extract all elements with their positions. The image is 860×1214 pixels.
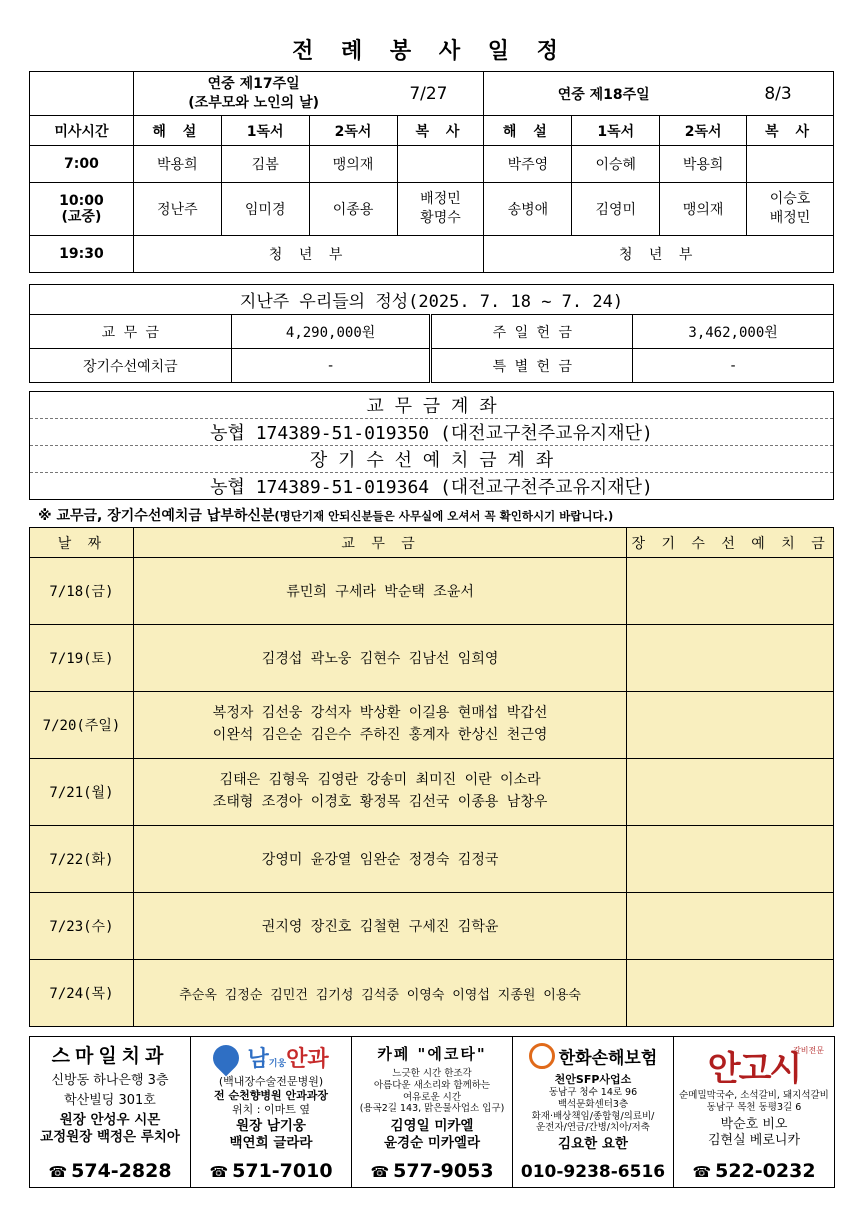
donor-names-line: 김태은 김형욱 김영란 강송미 최미진 이란 이소라: [219, 772, 541, 789]
donor-date: 7/21(월): [30, 759, 134, 826]
youth-group-cell: 청 년 부: [133, 236, 484, 273]
donor-names: [133, 759, 626, 826]
phone-icon: ☎: [370, 1163, 390, 1181]
server-cell: 김봄: [221, 146, 309, 183]
mass-time-main: 10:00: [59, 192, 104, 209]
offering-value: 3,462,000원: [633, 315, 834, 349]
server-cell: 박용희: [133, 146, 221, 183]
mass-time-note: (교중): [61, 209, 102, 225]
donor-header-row: [30, 528, 834, 558]
donor-row: [30, 759, 834, 826]
donor-names-line: 조태형 조경아 이경호 황정목 김선국 이종용 남창우: [212, 794, 548, 810]
ad-line: 박순호 비오: [720, 1116, 788, 1132]
server-cell: 정난주: [133, 183, 221, 236]
ad-name: 한화손해보험: [558, 1048, 658, 1069]
ad-name: 카페 "에코타": [377, 1045, 487, 1063]
week-header-row: [30, 72, 834, 116]
mass-row-0700: [30, 146, 834, 183]
eye-drop-icon: [208, 1039, 245, 1076]
donor-date: 7/24(목): [30, 960, 134, 1027]
ad-line: 화재·배상책임/종합형/의료비/: [531, 1110, 655, 1122]
col-header-repair: 장 기 수 선 예 치 금: [627, 528, 834, 558]
repair-names: [627, 893, 834, 960]
col-header: 1독서: [221, 116, 309, 146]
repair-names: [627, 625, 834, 692]
column-header-row: [30, 116, 834, 146]
donor-names: [133, 893, 626, 960]
donor-names-line: 강영미 윤강열 임완순 정경숙 김정국: [261, 852, 499, 868]
ad-name: 안고시: [707, 1049, 801, 1089]
ad-line: (용곡2길 143, 맑은물사업소 입구): [359, 1103, 505, 1115]
account-title: 장 기 수 선 예 치 금 계 좌: [30, 446, 834, 473]
offering-label: 주 일 헌 금: [431, 315, 633, 349]
ad-line: 백연희 글라라: [229, 1135, 313, 1152]
server-cell: 이승혜: [572, 146, 660, 183]
server-cell: 맹의재: [660, 183, 747, 236]
ad-phone-number: 574-2828: [71, 1160, 172, 1182]
ad-name: 스마일치과: [51, 1045, 169, 1067]
donor-row: [30, 625, 834, 692]
ad-phone: 010-9238-6516: [520, 1162, 666, 1182]
youth-group-cell: 청 년 부: [484, 236, 834, 273]
ad-nam-eye-clinic: [191, 1037, 352, 1187]
donor-date: 7/23(수): [30, 893, 134, 960]
donor-names: [133, 558, 626, 625]
donor-names-line: 류민희 구세라 박순택 조윤서: [286, 584, 474, 600]
mass-row-1000: [30, 183, 834, 236]
week1-header: [133, 72, 484, 116]
donor-names: [133, 826, 626, 893]
col-header-dues: 교 무 금: [133, 528, 626, 558]
ad-line: 원장 안성우 시몬: [59, 1112, 161, 1129]
donor-date: 7/19(토): [30, 625, 134, 692]
donor-names-line: 추순옥 김정순 김민건 김기성 김석중 이영숙 이영섭 지종원 이용숙: [179, 987, 581, 1003]
donor-names: [133, 960, 626, 1027]
server-cell: 박주영: [484, 146, 572, 183]
ad-cafe-ecota: [352, 1037, 513, 1187]
ad-line: 김요한 요한: [558, 1136, 628, 1153]
ad-line: 아름다운 새소리와 함께하는: [373, 1079, 491, 1091]
ad-name-part: 남: [247, 1047, 269, 1072]
offering-title: 지난주 우리들의 정성(2025. 7. 18 ~ 7. 24): [30, 285, 834, 315]
server-cell: 이승호 배정민: [747, 183, 834, 236]
mass-time: 7:00: [30, 146, 134, 183]
col-header-date: 날 짜: [30, 528, 134, 558]
server-cell: 김영미: [572, 183, 660, 236]
col-header: 2독서: [309, 116, 397, 146]
donor-row: [30, 558, 834, 625]
ad-line: 위치 : 이마트 옆: [232, 1102, 310, 1116]
blank-cell: [30, 72, 134, 116]
offering-label: 특 별 헌 금: [431, 349, 633, 383]
ad-line: 신방동 하나은행 3층: [51, 1072, 169, 1088]
donor-date: 7/20(주일): [30, 692, 134, 759]
ad-line: 김현실 베로니카: [707, 1133, 801, 1148]
ad-phone: [30, 1160, 190, 1182]
mass-time: 19:30: [30, 236, 134, 273]
week1-date: 7/27: [409, 83, 448, 104]
server-cell: 맹의재: [309, 146, 397, 183]
donor-names: [133, 625, 626, 692]
col-header: 2독서: [660, 116, 747, 146]
col-header: 미사시간: [30, 116, 134, 146]
ad-logo: [191, 1042, 351, 1073]
donor-row: [30, 692, 834, 759]
phone-icon: ☎: [48, 1163, 68, 1181]
offering-value: -: [231, 349, 431, 383]
week2-name: 연중 제18주일: [557, 86, 650, 103]
account-number: 농협 174389-51-019364 (대전교구천주교유지재단): [30, 473, 834, 500]
mass-row-1930: [30, 236, 834, 273]
server-cell: 임미경: [221, 183, 309, 236]
donor-names-line: 김경섭 곽노웅 김현수 김남선 임희영: [261, 651, 499, 667]
ad-phone: [191, 1160, 351, 1182]
col-header: 해 설: [484, 116, 572, 146]
ad-name-part: 안과: [286, 1047, 329, 1072]
server-cell: 배정민 황명수: [397, 183, 484, 236]
ad-smile-dental: [30, 1037, 191, 1187]
server-cell: 송병애: [484, 183, 572, 236]
ad-line: 전 순천향병원 안과과장: [214, 1088, 328, 1102]
ad-line: 백석문화센터3층: [557, 1098, 629, 1110]
page-title: 전 례 봉 사 일 정: [292, 39, 568, 64]
ad-phone: [674, 1160, 834, 1182]
ad-line: 교정원장 백정은 루치아: [40, 1129, 180, 1146]
offering-row: [30, 315, 834, 349]
ad-line: 동남구 청수 14로 96: [548, 1086, 638, 1098]
donor-row: [30, 826, 834, 893]
offering-summary-table: [29, 284, 834, 383]
ad-phone: [352, 1160, 512, 1182]
donor-names-line: 권지영 장진호 김철현 구세진 김학윤: [261, 919, 499, 935]
account-title: 교 무 금 계 좌: [30, 392, 834, 419]
donor-names: [133, 692, 626, 759]
ad-line: 김영일 미카엘: [390, 1118, 474, 1135]
donor-date: 7/22(화): [30, 826, 134, 893]
repair-names: [627, 826, 834, 893]
offering-value: 4,290,000원: [231, 315, 431, 349]
server-cell: 박용희: [660, 146, 747, 183]
ad-angosi-restaurant: [674, 1037, 834, 1187]
ad-phone-number: 571-7010: [232, 1160, 333, 1182]
server-cell: [397, 146, 484, 183]
notice-sub: (명단기재 안되신분들은 사무실에 오셔서 꼭 확인하시기 바랍니다.): [274, 509, 614, 523]
ad-line: 여유로운 시간: [402, 1091, 462, 1103]
repair-names: [627, 558, 834, 625]
sponsor-ads: [29, 1036, 835, 1188]
phone-icon: ☎: [209, 1163, 229, 1181]
col-header: 해 설: [133, 116, 221, 146]
ad-line: 윤경순 미카엘라: [384, 1135, 480, 1152]
ad-logo: [513, 1043, 673, 1069]
ad-line: 학산빌딩 301호: [64, 1093, 156, 1108]
server-cell: 이종용: [309, 183, 397, 236]
donor-row: [30, 893, 834, 960]
week1-name: 연중 제17주일: [207, 76, 300, 93]
ad-name-part: 기: [268, 1059, 278, 1069]
ad-tag: 갈비전문: [793, 1046, 824, 1055]
repair-names: [627, 692, 834, 759]
donor-names-line: 이완석 김은순 김은수 주하진 홍계자 한상신 천근영: [212, 727, 548, 743]
week2-header: [484, 72, 834, 116]
donor-row: [30, 960, 834, 1027]
hanwha-logo-icon: [529, 1043, 555, 1069]
ad-phone-number: 522-0232: [715, 1160, 816, 1182]
ad-name: [247, 1047, 328, 1072]
liturgy-schedule-table: [29, 71, 834, 273]
offering-value: -: [633, 349, 834, 383]
server-cell: [747, 146, 834, 183]
ad-phone-number: 577-9053: [393, 1160, 494, 1182]
ad-name-part: 웅: [277, 1059, 287, 1069]
repair-names: [627, 960, 834, 1027]
ad-line: 원장 남기웅: [236, 1118, 306, 1135]
ad-line: 동남구 목천 동평3길 6: [706, 1101, 802, 1113]
donor-names-line: 복정자 김선웅 강석자 박상환 이길용 현매섭 박갑선: [212, 705, 548, 722]
week1-subtitle: (조부모와 노인의 날): [188, 94, 320, 111]
bank-accounts-table: [29, 391, 834, 500]
ad-hanwha-insurance: [513, 1037, 674, 1187]
ad-line: 순메밀막국수, 소석갈비, 돼지석갈비: [679, 1090, 829, 1101]
col-header: 1독서: [572, 116, 660, 146]
ad-line: 운전자/연금/간병/치아/저축: [536, 1122, 650, 1134]
offering-label: 교 무 금: [30, 315, 232, 349]
offering-row: [30, 349, 834, 383]
col-header: 복 사: [397, 116, 484, 146]
week2-date: 8/3: [764, 83, 792, 104]
ad-line: 느긋한 시간 한조각: [392, 1067, 472, 1079]
payment-notice: [38, 505, 613, 525]
repair-names: [627, 759, 834, 826]
ad-line: (백내장수술전문병원): [218, 1075, 324, 1088]
donor-list-table: [29, 527, 834, 1027]
ad-line: 천안SFP사업소: [554, 1073, 632, 1086]
col-header: 복 사: [747, 116, 834, 146]
donor-date: 7/18(금): [30, 558, 134, 625]
offering-label: 장기수선예치금: [30, 349, 232, 383]
account-number: 농협 174389-51-019350 (대전교구천주교유지재단): [30, 419, 834, 446]
mass-time: [30, 183, 134, 236]
notice-main: ※ 교무금, 장기수선예치금 납부하신분: [38, 508, 275, 524]
phone-icon: ☎: [692, 1163, 712, 1181]
ad-logo: [674, 1041, 834, 1090]
